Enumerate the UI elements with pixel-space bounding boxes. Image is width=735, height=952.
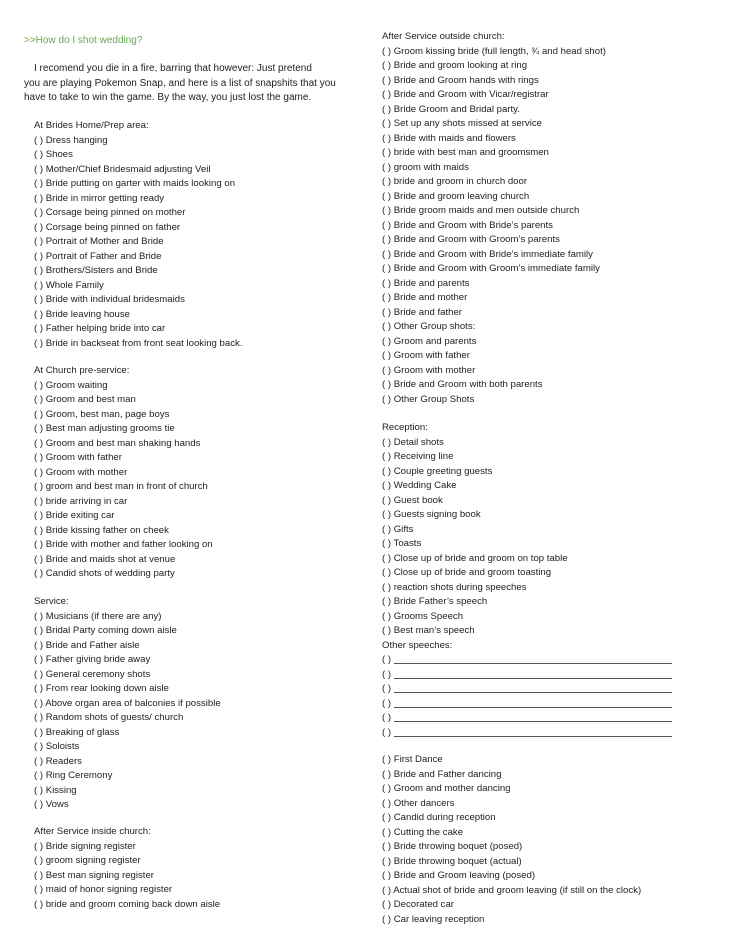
write-in-rule <box>394 678 672 679</box>
checklist <box>34 610 221 813</box>
intro-line: I recomend you die in a fire, barring that however: Just pretend <box>34 63 312 74</box>
write-in-rule <box>394 692 672 693</box>
checklist-item: ( ) Other dancers <box>382 797 455 809</box>
checklist-item: ( ) Candid shots of wedding party <box>34 568 175 579</box>
checklist-item: ( ) Vows <box>34 799 69 810</box>
checklist <box>382 753 641 927</box>
checklist-item: ( ) Best man signing register <box>34 869 154 881</box>
checklist-item: ( ) maid of honor signing register <box>34 884 173 895</box>
checklist-item: ( ) Breaking of glass <box>34 726 120 738</box>
checklist-item: ( ) Corsage being pinned on father <box>34 221 181 233</box>
checklist-item: ( ) bride with best man and groomsmen <box>382 147 549 158</box>
blank-speech-line <box>382 668 568 683</box>
checklist-item: ( ) Father helping bride into car <box>34 323 166 334</box>
blank-paren: ( ) <box>382 683 392 694</box>
blank-paren: ( ) <box>382 697 392 709</box>
checklist-item: ( ) Bride throwing boquet (actual) <box>382 855 522 867</box>
checklist-item: ( ) Couple greeting guests <box>382 465 493 477</box>
checklist-item: ( ) Bride leaving house <box>34 308 130 320</box>
checklist-item: ( ) Musicians (if there are any) <box>34 610 162 622</box>
blank-speech-line <box>382 726 568 741</box>
checklist-item: ( ) Bride and Groom with Bride’s parents <box>382 219 553 231</box>
checklist-item: ( ) Above organ area of balconies if possible <box>34 697 221 709</box>
checklist-item: ( ) Random shots of guests/ church <box>34 712 184 723</box>
checklist-item: ( ) Bride kissing father on cheek <box>34 524 169 536</box>
checklist-item: ( ) Bride with maids and flowers <box>382 132 516 144</box>
intro-paragraph <box>24 62 344 106</box>
checklist-item: ( ) Mother/Chief Bridesmaid adjusting Veil <box>34 163 211 175</box>
checklist-item: ( ) Groom waiting <box>34 379 108 391</box>
write-in-rule <box>394 663 672 664</box>
checklist-item: ( ) Bride and Groom with both parents <box>382 379 543 390</box>
section-heading: At Brides Home/Prep area: <box>34 120 149 131</box>
checklist-item: ( ) Receiving line <box>382 451 454 462</box>
checklist-item: ( ) General ceremony shots <box>34 668 151 680</box>
checklist-item: ( ) Bride groom maids and men outside church <box>382 205 580 216</box>
section-heading: At Church pre-service: <box>34 365 130 376</box>
checklist-item: ( ) Ring Ceremony <box>34 770 113 781</box>
checklist-item: ( ) Guest book <box>382 494 443 506</box>
section-brides-home <box>34 119 243 351</box>
blank-speech-line <box>382 682 568 697</box>
checklist-item: ( ) Grooms Speech <box>382 610 464 622</box>
blank-paren: ( ) <box>382 654 392 665</box>
checklist-item: ( ) Cutting the cake <box>382 826 464 838</box>
checklist-item: ( ) groom with maids <box>382 161 469 173</box>
section-after-outside <box>382 30 606 407</box>
page-title: >>How do I shot wedding? <box>24 35 143 46</box>
checklist-item: ( ) Shoes <box>34 149 73 160</box>
checklist-item: ( ) Groom and mother dancing <box>382 783 511 794</box>
section-heading: Service: <box>34 596 69 607</box>
checklist-item: ( ) Close up of bride and groom on top table <box>382 552 568 564</box>
checklist-item: ( ) Bride throwing boquet (posed) <box>382 841 523 852</box>
blank-paren: ( ) <box>382 668 392 680</box>
checklist-item: ( ) Bride and maids shot at venue <box>34 553 176 565</box>
checklist-item: ( ) Bride in mirror getting ready <box>34 192 165 204</box>
checklist-item: ( ) Corsage being pinned on mother <box>34 207 186 218</box>
checklist-item: ( ) reaction shots during speeches <box>382 581 527 593</box>
checklist-item: ( ) Groom and best man shaking hands <box>34 437 201 449</box>
checklist-item: ( ) Bride Father’s speech <box>382 596 488 607</box>
section-heading: After Service inside church: <box>34 826 151 837</box>
checklist-item: ( ) Decorated car <box>382 899 454 910</box>
checklist-item: ( ) Groom with father <box>34 452 122 463</box>
checklist-item: ( ) Bride and groom looking at ring <box>382 60 528 71</box>
checklist-item: ( ) Bride and father <box>382 306 462 318</box>
section-dancing <box>382 753 641 927</box>
checklist-item: ( ) Kissing <box>34 784 77 796</box>
checklist-item: ( ) groom signing register <box>34 855 141 866</box>
checklist-item: ( ) Gifts <box>382 523 414 535</box>
other-speeches-label: Other speeches: <box>382 639 453 651</box>
intro-line: you are playing Pokemon Snap, and here is a list of snapshits that you <box>24 77 336 89</box>
checklist-item: ( ) Bridal Party coming down aisle <box>34 625 177 636</box>
checklist-item: ( ) Bride Groom and Bridal party. <box>382 103 520 115</box>
checklist-item: ( ) Bride and Groom hands with rings <box>382 74 539 86</box>
write-in-rule <box>394 721 672 722</box>
checklist-item: ( ) Brothers/Sisters and Bride <box>34 265 158 276</box>
checklist-item: ( ) bride and groom in church door <box>382 176 528 187</box>
checklist-item: ( ) Groom with father <box>382 350 470 361</box>
checklist-item: ( ) Bride and Father dancing <box>382 768 502 780</box>
checklist-item: ( ) Groom and parents <box>382 335 477 347</box>
checklist-item: ( ) bride and groom coming back down aisle <box>34 898 221 910</box>
checklist <box>382 436 568 639</box>
checklist-item: ( ) Dress hanging <box>34 134 108 146</box>
blank-paren: ( ) <box>382 726 392 738</box>
checklist-item: ( ) Bride signing register <box>34 840 136 852</box>
checklist-item: ( ) Bride and groom leaving church <box>382 190 530 202</box>
blank-speech-line <box>382 653 568 668</box>
checklist-item: ( ) Readers <box>34 755 82 767</box>
checklist-item: ( ) Bride and mother <box>382 292 468 303</box>
checklist <box>34 134 243 352</box>
checklist <box>34 379 213 582</box>
blank-paren: ( ) <box>382 712 392 723</box>
checklist-item: ( ) Actual shot of bride and groom leaving (if still on the clock) <box>382 884 642 896</box>
checklist-item: ( ) Portrait of Mother and Bride <box>34 236 164 247</box>
write-in-rule <box>394 736 672 737</box>
checklist-item: ( ) bride arriving in car <box>34 495 128 507</box>
checklist-item: ( ) Car leaving reception <box>382 913 485 925</box>
checklist-item: ( ) Close up of bride and groom toasting <box>382 567 552 578</box>
checklist-item: ( ) Father giving bride away <box>34 654 151 665</box>
checklist-item: ( ) Groom with mother <box>34 466 128 478</box>
checklist-item: ( ) Portrait of Father and Bride <box>34 250 162 262</box>
checklist-item: ( ) groom and best man in front of church <box>34 481 208 492</box>
checklist <box>382 45 606 408</box>
blank-speech-line <box>382 711 568 726</box>
checklist-item: ( ) Bride exiting car <box>34 510 115 521</box>
checklist-item: ( ) Bride and Groom with Groom’s parents <box>382 234 560 245</box>
checklist-item: ( ) Whole Family <box>34 279 104 291</box>
checklist <box>34 840 220 913</box>
checklist-item: ( ) Best man’s speech <box>382 625 475 636</box>
section-church-pre-service <box>34 364 213 582</box>
checklist-item: ( ) Bride and Groom with Groom’s immediate family <box>382 263 600 274</box>
checklist-item: ( ) Soloists <box>34 741 80 752</box>
checklist-item: ( ) Groom and best man <box>34 394 136 405</box>
intro-line: have to take to win the game. By the way, you just lost the game. <box>24 92 312 104</box>
checklist-item: ( ) Wedding Cake <box>382 480 457 491</box>
checklist-item: ( ) Bride in backseat from front seat looking back. <box>34 337 243 349</box>
section-after-inside <box>34 825 220 912</box>
checklist-item: ( ) Groom kissing bride (full length, ¾ and head shot) <box>382 45 606 57</box>
checklist-item: ( ) Set up any shots missed at service <box>382 118 542 129</box>
checklist-item: ( ) Toasts <box>382 538 422 549</box>
checklist-item: ( ) Best man adjusting grooms tie <box>34 423 175 434</box>
section-reception <box>382 421 568 740</box>
checklist-item: ( ) Bride with individual bridesmaids <box>34 294 185 305</box>
section-service <box>34 595 221 813</box>
checklist-item: ( ) Bride and parents <box>382 277 470 289</box>
checklist-item: ( ) Other Group Shots <box>382 393 475 405</box>
checklist-item: ( ) Groom, best man, page boys <box>34 408 170 420</box>
checklist-item: ( ) Bride with mother and father looking on <box>34 539 213 550</box>
checklist-item: ( ) Candid during reception <box>382 812 496 823</box>
section-heading: Reception: <box>382 422 428 433</box>
checklist-item: ( ) Bride and Groom with Bride’s immediate family <box>382 248 593 260</box>
checklist-item: ( ) Bride and Groom leaving (posed) <box>382 870 536 881</box>
write-in-rule <box>394 707 672 708</box>
checklist-item: ( ) First Dance <box>382 754 443 765</box>
section-heading: After Service outside church: <box>382 31 505 42</box>
blank-speech-line <box>382 697 568 712</box>
checklist-item: ( ) Other Group shots: <box>382 321 476 332</box>
checklist-item: ( ) Bride and Father aisle <box>34 639 140 651</box>
checklist-item: ( ) From rear looking down aisle <box>34 683 169 694</box>
checklist-item: ( ) Bride putting on garter with maids looking on <box>34 178 236 189</box>
checklist-item: ( ) Guests signing book <box>382 509 481 520</box>
checklist-item: ( ) Bride and Groom with Vicar/registrar <box>382 89 549 100</box>
checklist-item: ( ) Detail shots <box>382 436 444 448</box>
checklist-item: ( ) Groom with mother <box>382 364 476 376</box>
